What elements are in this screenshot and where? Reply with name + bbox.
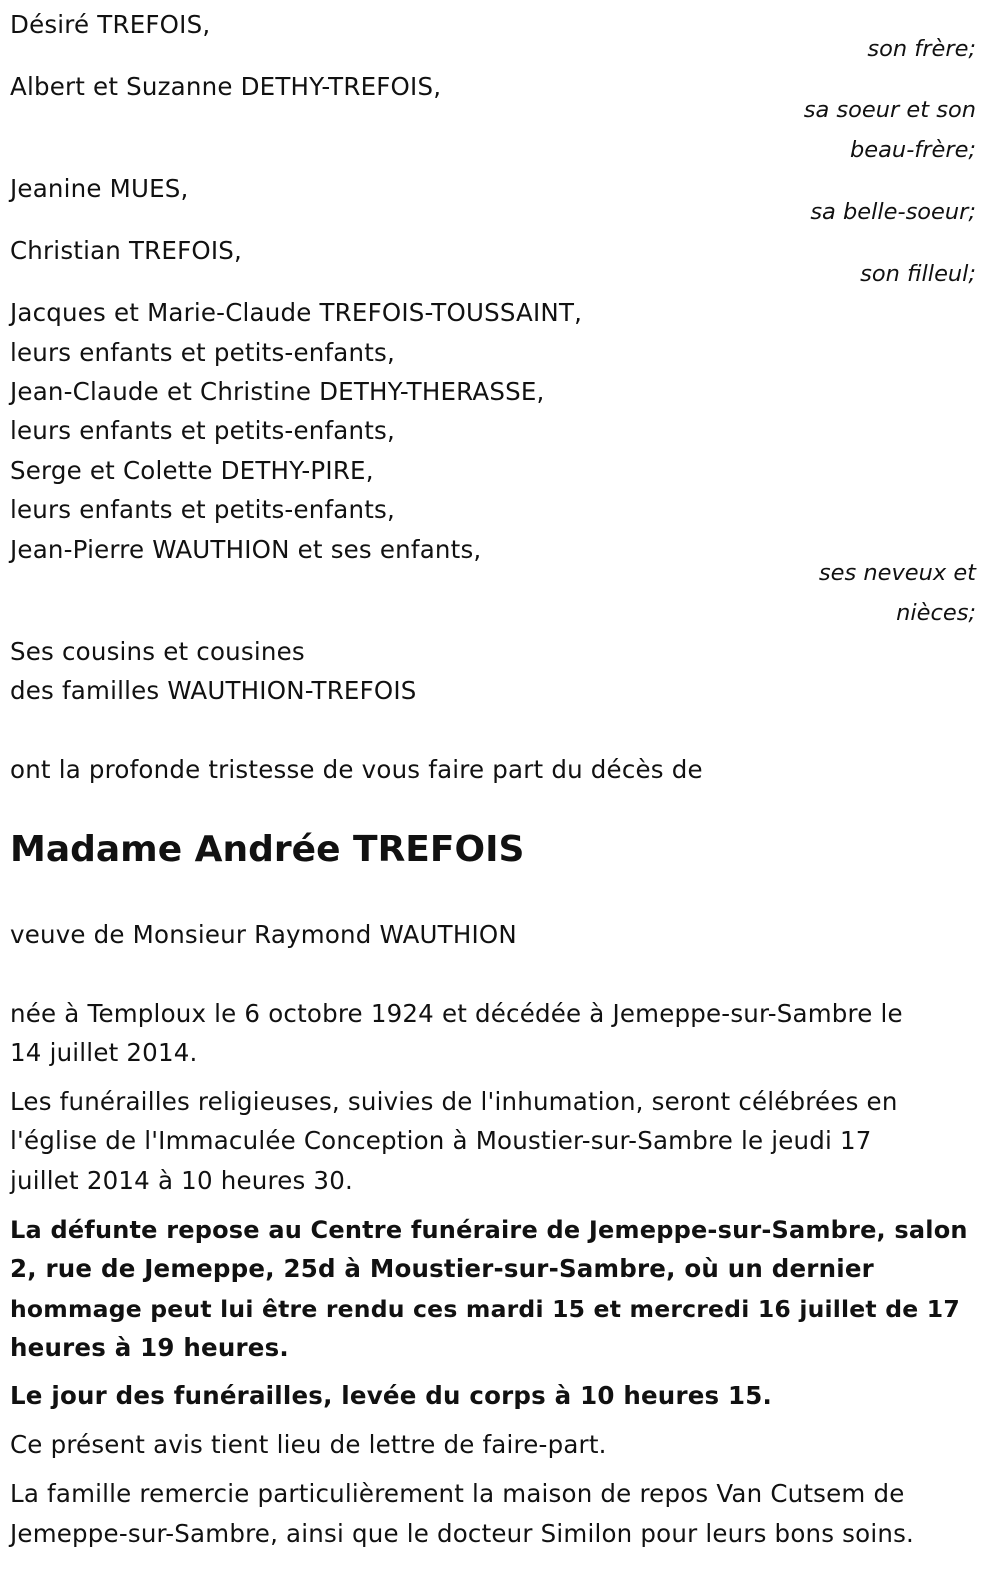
family-name-2: Albert et Suzanne DETHY-TREFOIS, [10, 72, 442, 101]
funeral-line-2: l'église de l'Immaculée Conception à Moustier-sur-Sambre le jeudi 17 [10, 1126, 872, 1155]
repose-line-2: 2, rue de Jemeppe, 25d à Moustier-sur-Sambre, où un dernier [10, 1254, 874, 1283]
cousins-line-2: des familles WAUTHION-TREFOIS [10, 676, 417, 705]
family-name-3: Jeanine MUES, [10, 174, 189, 203]
family-name-4: Christian TREFOIS, [10, 236, 243, 265]
nephew-line-4: leurs enfants et petits-enfants, [10, 416, 396, 445]
family-relation-1: son frère; [867, 36, 976, 62]
deceased-name: Madame Andrée TREFOIS [10, 829, 525, 870]
nephew-line-1: Jacques et Marie-Claude TREFOIS-TOUSSAINT, [10, 298, 583, 327]
family-name-1: Désiré TREFOIS, [10, 10, 211, 39]
repose-line-1: La défunte repose au Centre funéraire de Jemeppe-sur-Sambre, salon [10, 1216, 968, 1244]
nephew-line-2: leurs enfants et petits-enfants, [10, 338, 396, 367]
nephew-line-6: leurs enfants et petits-enfants, [10, 495, 396, 524]
family-relation-3: sa belle-soeur; [810, 199, 976, 225]
notice-text: Ce présent avis tient lieu de lettre de faire-part. [10, 1430, 607, 1459]
repose-line-4: heures à 19 heures. [10, 1333, 289, 1362]
funeral-line-3: juillet 2014 à 10 heures 30. [10, 1166, 353, 1195]
nephews-relation-a: ses neveux et [818, 560, 976, 586]
nephew-line-7: Jean-Pierre WAUTHION et ses enfants, [10, 535, 482, 564]
repose-line-3: hommage peut lui être rendu ces mardi 15 et mercredi 16 juillet de 17 [10, 1295, 960, 1323]
nephew-line-3: Jean-Claude et Christine DETHY-THERASSE, [10, 377, 545, 406]
levee-text: Le jour des funérailles, levée du corps à 10 heures 15. [10, 1381, 773, 1410]
family-relation-4: son filleul; [860, 261, 976, 287]
funeral-line-1: Les funérailles religieuses, suivies de l'inhumation, seront célébrées en [10, 1087, 898, 1116]
birth-death-line-1: née à Temploux le 6 octobre 1924 et décédée à Jemeppe-sur-Sambre le [10, 999, 903, 1028]
thanks-line-2: Jemeppe-sur-Sambre, ainsi que le docteur Similon pour leurs bons soins. [10, 1519, 915, 1548]
widow-of: veuve de Monsieur Raymond WAUTHION [10, 920, 517, 949]
thanks-line-1: La famille remercie particulièrement la maison de repos Van Cutsem de [10, 1479, 905, 1508]
cousins-line-1: Ses cousins et cousines [10, 637, 305, 666]
family-relation-2a: sa soeur et son [803, 97, 976, 123]
nephew-line-5: Serge et Colette DETHY-PIRE, [10, 456, 374, 485]
announcement-text: ont la profonde tristesse de vous faire part du décès de [10, 755, 703, 784]
birth-death-line-2: 14 juillet 2014. [10, 1038, 198, 1067]
nephews-relation-b: nièces; [896, 600, 976, 626]
family-relation-2b: beau-frère; [850, 137, 976, 163]
